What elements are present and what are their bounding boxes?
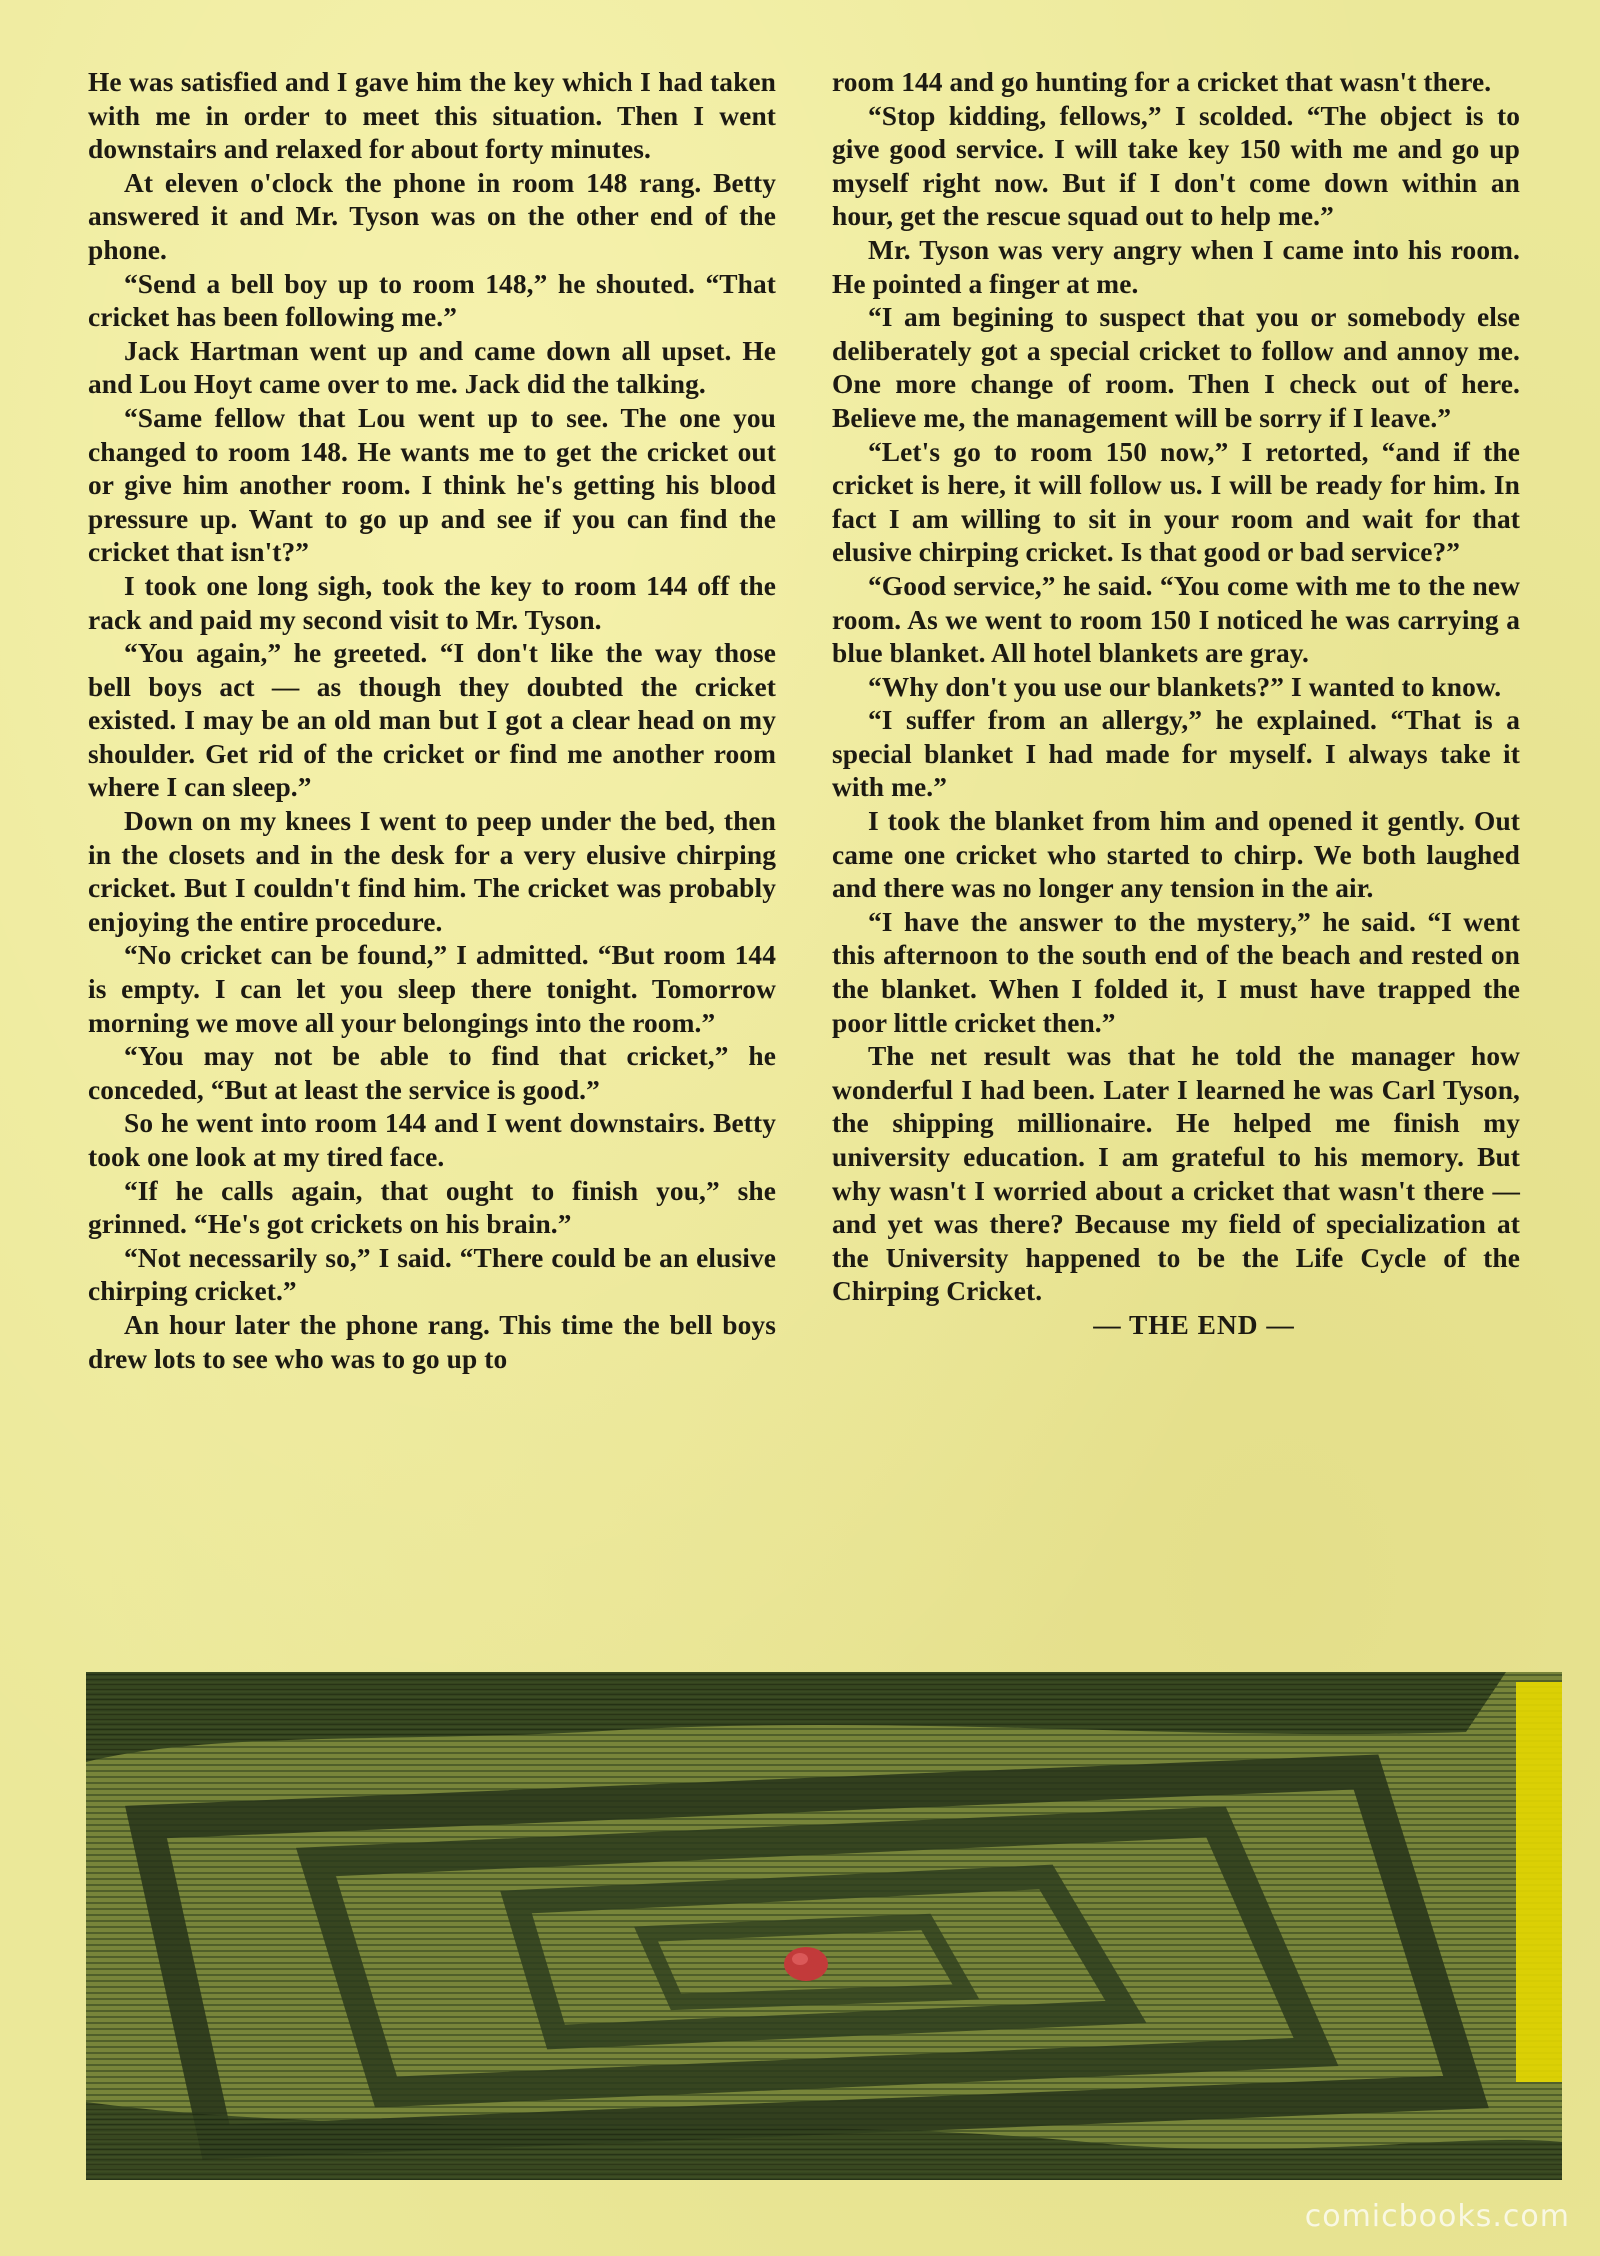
text-column-left [88,66,776,1376]
paragraph: “Same fellow that Lou went up to see. The one you changed to room 148. He wants me to get the cricket out or give him another room. I think he's getting his blood pressure up. Want to go up and see if you can find the cricket that isn't?” [88,402,776,568]
cricket-spot [784,1947,828,1981]
paragraph: The net result was that he told the manager how wonderful I had been. Later I learned he was Carl Tyson, the shipping millionaire. He helped me finish my university education. I am grateful to his memory. But why wasn't I worried about a cricket that wasn't there — and yet was there? Because my field of specialization at the University happened to be the Life Cycle of the Chirping Cricket. [832,1041,1520,1307]
paragraph: “You may not be able to find that cricket,” he conceded, “But at least the service is good.” [88,1041,776,1105]
paragraph: “Good service,” he said. “You come with me to the new room. As we went to room 150 I noticed he was carrying a blue blanket. All hotel blankets are gray. [832,570,1520,669]
the-end-label: — THE END — [1093,1309,1295,1340]
paragraph: Down on my knees I went to peep under the bed, then in the closets and in the desk for a very elusive chirping cricket. But I couldn't find him. The cricket was probably enjoying the entire procedure. [88,806,776,937]
paragraph: “Stop kidding, fellows,” I scolded. “The object is to give good service. I will take key 150 with me and go up myself right now. But if I don't come down within an hour, get the rescue squad out to help me.” [832,100,1520,232]
blanket-illustration [86,1672,1562,2180]
paragraph: I took the blanket from him and opened it gently. Out came one cricket who started to chirp. We both laughed and there was no longer any tension in the air. [832,806,1520,904]
paragraph: “I suffer from an allergy,” he explained. “That is a special blanket I had made for myself. I always take it with me.” [832,705,1520,803]
paragraph: At eleven o'clock the phone in room 148 rang. Betty answered it and Mr. Tyson was on the other end of the phone. [88,167,776,265]
paragraph: Mr. Tyson was very angry when I came into his room. He pointed a finger at me. [832,234,1520,299]
text-column-right [832,66,1520,1343]
paragraph: “No cricket can be found,” I admitted. “But room 144 is empty. I can let you sleep there tonight. Tomorrow morning we move all your belongings into the room.” [88,940,776,1038]
paragraph: “I am begining to suspect that you or somebody else deliberately got a special cricket to follow and annoy me. One more change of room. Then I check out of here. Believe me, the management will be sorry if I leave.” [832,302,1520,433]
paragraph: “You again,” he greeted. “I don't like the way those bell boys act — as though they doubted the cricket existed. I may be an old man but I got a clear head on my shoulder. Get rid of the cricket or find me another room where I can sleep.” [88,638,776,803]
paragraph: “Not necessarily so,” I said. “There could be an elusive chirping cricket.” [88,1242,776,1307]
blanket-drawing [86,1672,1562,2180]
paragraph: I took one long sigh, took the key to room 144 off the rack and paid my second visit to Mr. Tyson. [88,570,776,635]
paragraph: “If he calls again, that ought to finish you,” she grinned. “He's got crickets on his brain.” [88,1175,776,1240]
paragraph: “Why don't you use our blankets?” I wanted to know. [868,671,1502,702]
paragraph: So he went into room 144 and I went downstairs. Betty took one look at my tired face. [88,1108,776,1172]
paragraph: “Let's go to room 150 now,” I retorted, “and if the cricket is here, it will follow us. I will be ready for him. In fact I am willing to sit in your room and wait for that elusive chirping cricket. Is that good or bad service?” [832,436,1520,568]
paragraph: He was satisfied and I gave him the key which I had taken with me in order to meet this situation. Then I went downstairs and relaxed for about forty minutes. [88,67,776,165]
paragraph: Jack Hartman went up and came down all upset. He and Lou Hoyt came over to me. Jack did the talking. [88,335,776,400]
watermark: comicbooks.com [1304,2199,1570,2234]
paragraph: An hour later the phone rang. This time the bell boys drew lots to see who was to go up to [88,1309,776,1374]
paragraph: “I have the answer to the mystery,” he said. “I went this afternoon to the south end of the beach and rested on the blanket. When I folded it, I must have trapped the poor little cricket then.” [832,906,1520,1038]
paragraph: “Send a bell boy up to room 148,” he shouted. “That cricket has been following me.” [88,268,776,333]
paragraph: room 144 and go hunting for a cricket that wasn't there. [832,67,1492,97]
